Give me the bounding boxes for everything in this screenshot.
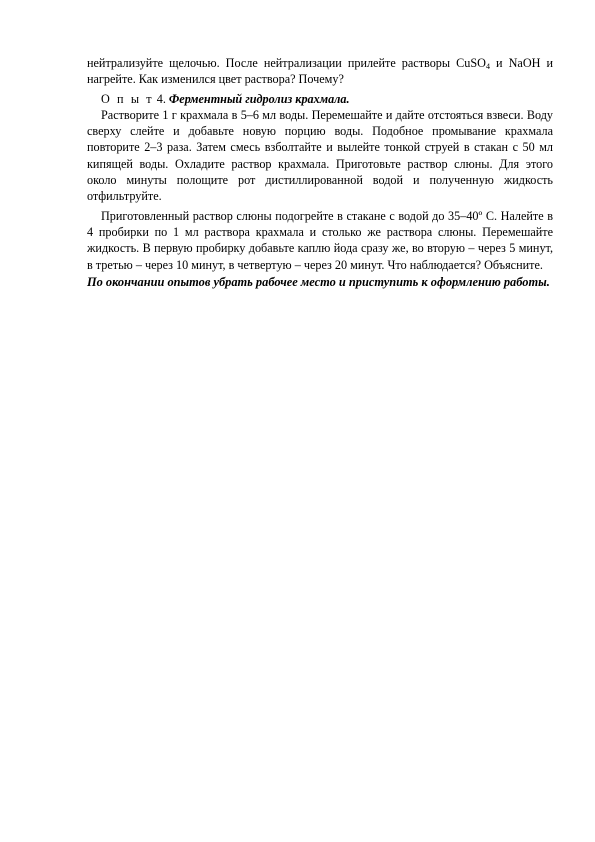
closing-instruction: По окончании опытов убрать рабочее место и приступить к оформлению работы.	[87, 274, 550, 289]
paragraph-saliva-test: Приготовленный раствор слюны подогрейте в стакане с водой до 35–40º С. Налейте в 4 пробирки по 1 мл раствора крахмала и столько же раствора слюны. Перемешайте жидкость. В первую пробирку добавьте каплю йода сразу же, во вторую – через 5 минут, в третью – через 10 минут, в четвертую – через 20 минут. Что наблюдается? Объясните.	[87, 208, 553, 272]
intro-text-after-sub: и NaOH и нагрейте. Как изменился цвет раствора? Почему?	[87, 56, 554, 87]
experiment-label: О п ы т	[101, 91, 154, 106]
paragraph-starch-preparation: Растворите 1 г крахмала в 5–6 мл воды. Перемешайте и дайте отстояться взвеси. Воду сверху слейте и добавьте новую порцию воды. Подобное промывание крахмала повторите 2–3 раза. Затем смесь взболтайте и вылейте тонкой струей в стакан с 50 мл кипящей воды. Охладите раствор крахмала. Приготовьте раствор слюны. Для этого около минуты полощите рот дистиллированной водой и полученную жидкость отфильтруйте.	[87, 107, 553, 204]
intro-text-before-sub: нейтрализуйте щелочью. После нейтрализации прилейте растворы CuSO	[87, 56, 486, 70]
text-block	[87, 55, 553, 292]
subscript-4: 4	[485, 62, 490, 71]
experiment-heading	[87, 91, 553, 107]
intro-paragraph	[87, 55, 553, 88]
experiment-number: 4.	[153, 91, 169, 106]
experiment-title: Ферментный гидролиз крахмала.	[168, 91, 350, 106]
